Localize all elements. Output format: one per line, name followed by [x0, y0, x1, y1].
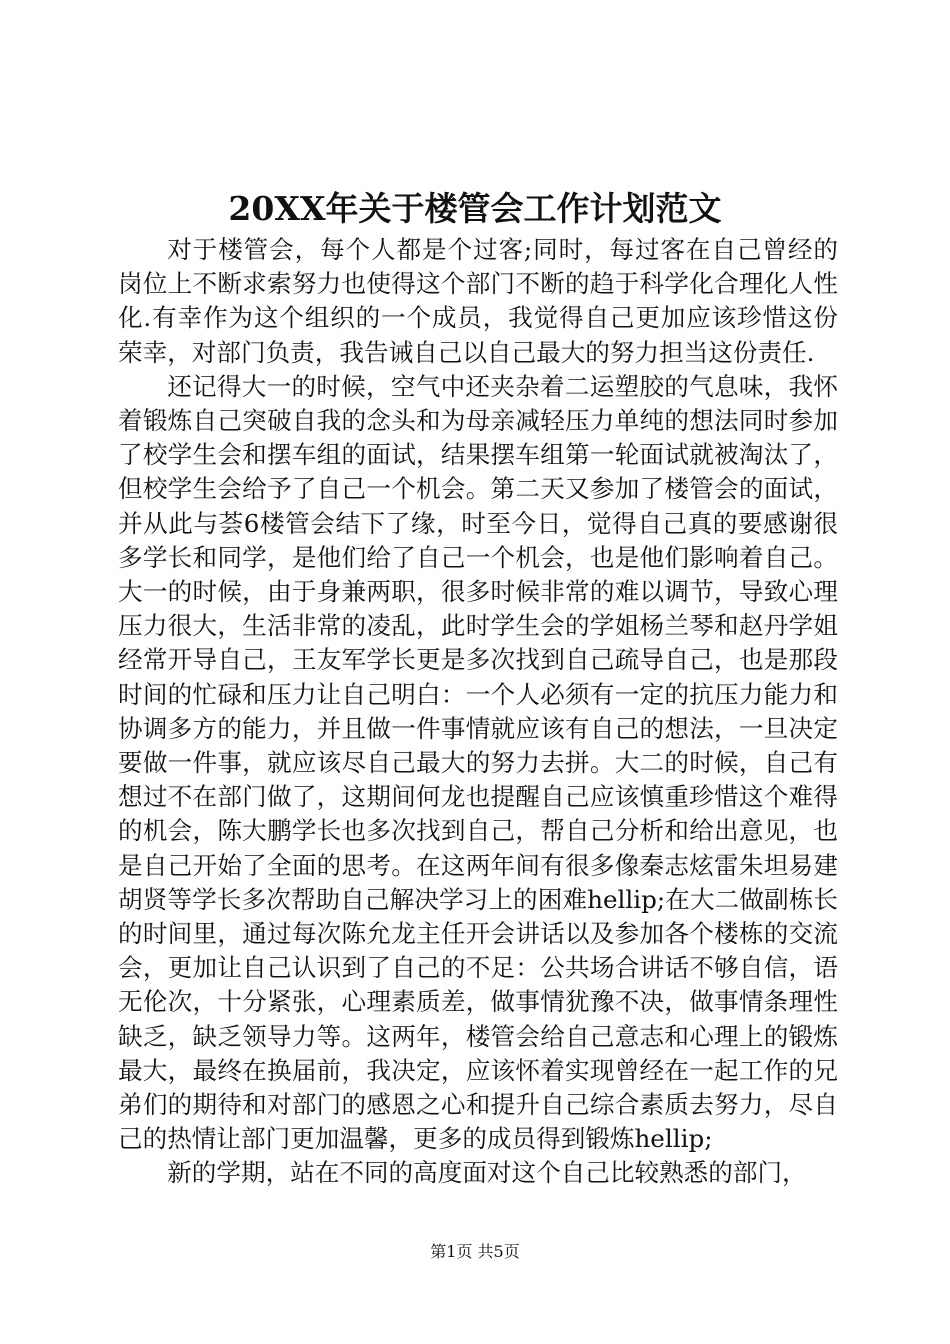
- paragraph-1: 对于楼管会，每个人都是个过客;同时，每过客在自己曾经的岗位上不断求索努力也使得这个部门不断的趋于科学化合理化人性化.有幸作为这个组织的一个成员，我觉得自己更加应该珍惜这份荣幸，对部门负责，我告诫自己以自己最大的努力担当这份责任.: [118, 235, 838, 367]
- paragraph-2: 还记得大一的时候，空气中还夹杂着二运塑胶的气息味，我怀着锻炼自己突破自我的念头和为母亲减轻压力单纯的想法同时参加了校学生会和摆车组的面试，结果摆车组第一轮面试就被淘汰了，但校学生会给予了自己一个机会。第二天又参加了楼管会的面试，并从此与荟6楼管会结下了缘，时至今日，觉得自己真的要感谢很多学长和同学，是他们给了自己一个机会，也是他们影响着自己。大一的时候，由于身兼两职，很多时候非常的难以调节，导致心理压力很大，生活非常的凌乱，此时学生会的学姐杨兰琴和赵丹学姐经常开导自己，王友军学长更是多次找到自己疏导自己，也是那段时间的忙碌和压力让自己明白：一个人必须有一定的抗压力能力和协调多方的能力，并且做一件事情就应该有自己的想法，一旦决定要做一件事，就应该尽自己最大的努力去拼。大二的时候，自己有想过不在部门做了，这期间何龙也提醒自己应该慎重珍惜这个难得的机会，陈大鹏学长也多次找到自己，帮自己分析和给出意见，也是自己开始了全面的思考。在这两年间有很多像秦志炫雷朱坦易建胡贤等学长多次帮助自己解决学习上的困难hellip;在大二做副栋长的时间里，通过每次陈允龙主任开会讲话以及参加各个楼栋的交流会，更加让自己认识到了自己的不足：公共场合讲话不够自信，语无伦次，十分紧张，心理素质差，做事情犹豫不决，做事情条理性缺乏，缺乏领导力等。这两年，楼管会给自己意志和心理上的锻炼最大，最终在换届前，我决定，应该怀着实现曾经在一起工作的兄弟们的期待和对部门的感恩之心和提升自己综合素质去努力，尽自己的热情让部门更加温馨，更多的成员得到锻炼hellip;: [118, 371, 838, 1154]
- page-number-footer: 第1页 共5页: [430, 1242, 520, 1261]
- document-body: [118, 233, 838, 1191]
- paragraph-3: 新的学期，站在不同的高度面对这个自己比较熟悉的部门，: [167, 1158, 807, 1188]
- document-title: 20XX年关于楼管会工作计划范文: [228, 189, 722, 228]
